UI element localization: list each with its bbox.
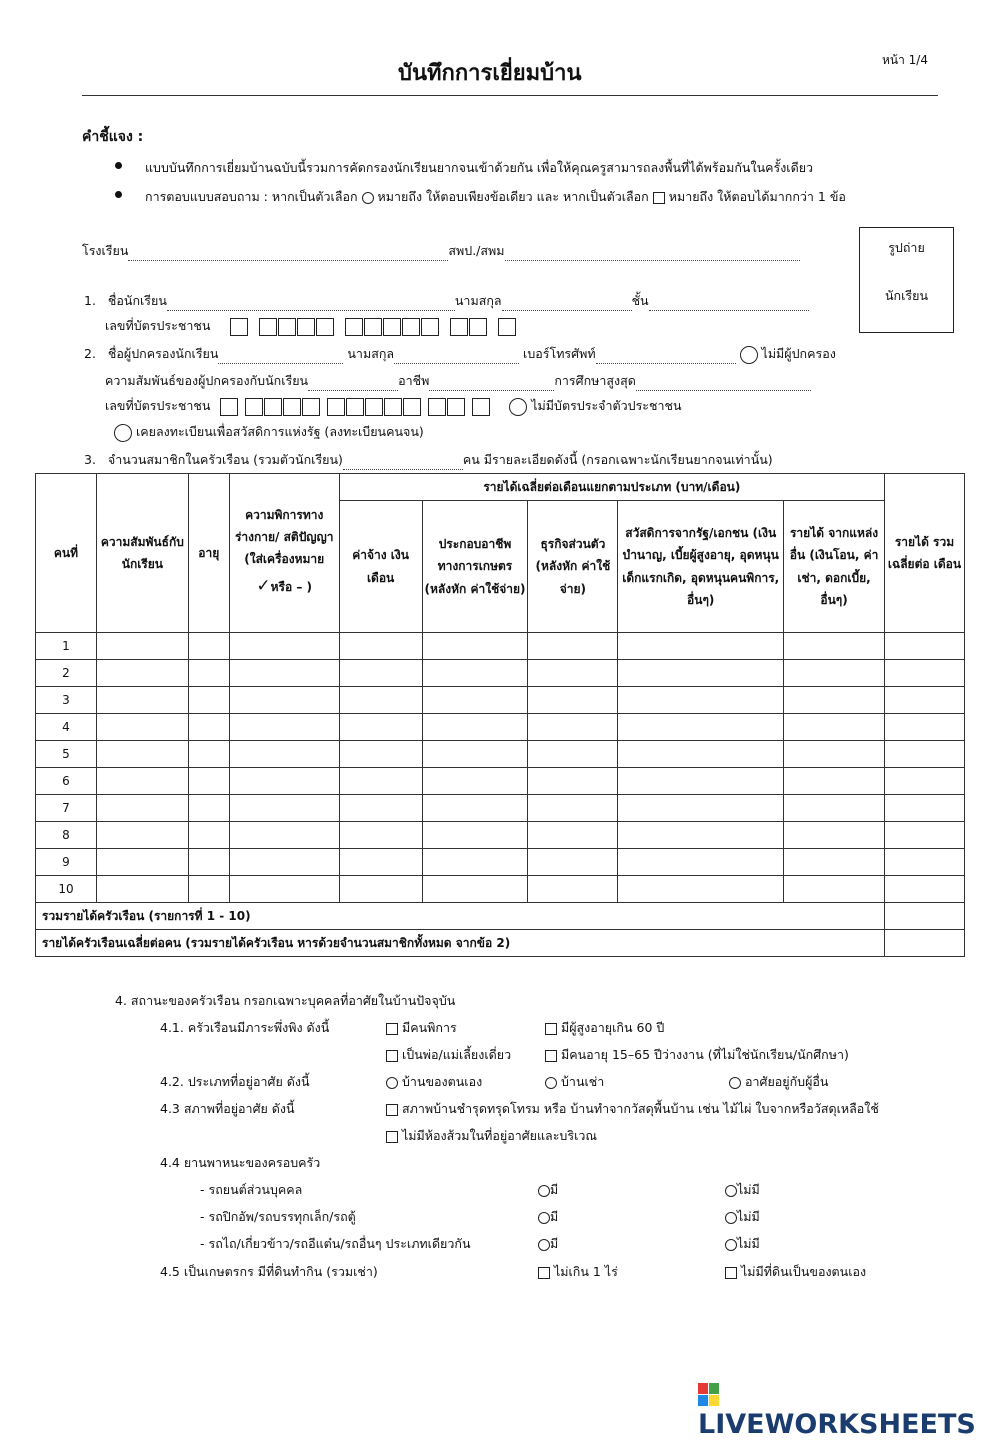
table-cell[interactable]: [618, 795, 784, 822]
vehicle-1-yes: [538, 1180, 558, 1200]
guardian-surname-label: นามสกุล: [347, 346, 395, 361]
page-number: หน้า 1/4: [882, 53, 928, 67]
table-cell[interactable]: [784, 849, 885, 876]
col-business-header: ธุรกิจส่วนตัว (หลังหัก ค่าใช้จ่าย): [528, 501, 618, 633]
q41-opt2: [545, 1018, 664, 1038]
vehicle-1-no: [725, 1180, 760, 1200]
guardian-job-field[interactable]: [429, 378, 554, 391]
check-mark-icon: ✓: [256, 575, 271, 596]
q41-opt1-label: มีคนพิการ: [401, 1020, 457, 1035]
guardian-relation-row: [105, 371, 811, 391]
row-number: 4: [36, 714, 97, 741]
table-cell[interactable]: [885, 741, 965, 768]
q41-opt1: [386, 1018, 457, 1038]
table-row: [36, 741, 965, 768]
col-wage-header: ค่าจ้าง เงินเดือน: [339, 501, 422, 633]
table-cell[interactable]: [528, 687, 618, 714]
table-cell[interactable]: [618, 849, 784, 876]
student-name-field[interactable]: [167, 298, 455, 311]
radio[interactable]: [538, 1212, 550, 1224]
instruction-1: แบบบันทึกการเยี่ยมบ้านฉบับนี้รวมการคัดกรองนักเรียนยากจนเข้าด้วยกัน เพื่อให้คุณครูสามารถลงพื้นที่ได้พร้อมกันในครั้งเดียว: [145, 160, 814, 175]
q41-label: 4.1. ครัวเรือนมีภาระพึ่งพิง ดังนี้: [160, 1020, 330, 1035]
table-row: [36, 849, 965, 876]
table-cell[interactable]: [885, 849, 965, 876]
row-number: 2: [36, 660, 97, 687]
table-cell[interactable]: [422, 714, 528, 741]
q45-opt2-label: ไม่มีที่ดินเป็นของตนเอง: [740, 1264, 867, 1279]
table-cell[interactable]: [618, 876, 784, 903]
radio[interactable]: [538, 1239, 550, 1251]
row-number: 6: [36, 768, 97, 795]
table-cell[interactable]: [96, 687, 188, 714]
table-cell[interactable]: [188, 768, 229, 795]
table-cell[interactable]: [229, 795, 339, 822]
q42-opt2-label: บ้านเช่า: [560, 1074, 605, 1089]
table-cell[interactable]: [784, 660, 885, 687]
checkbox[interactable]: [725, 1267, 737, 1279]
table-cell[interactable]: [885, 660, 965, 687]
row-number: 7: [36, 795, 97, 822]
school-label: โรงเรียน: [82, 243, 129, 258]
guardian-name-label: ชื่อผู้ปกครองนักเรียน: [107, 346, 219, 361]
student-id-group-5[interactable]: [498, 318, 517, 336]
table-row: [36, 633, 965, 660]
q45-opt1-label: ไม่เกิน 1 ไร่: [553, 1264, 618, 1279]
table-cell[interactable]: [784, 741, 885, 768]
table-cell[interactable]: [229, 876, 339, 903]
table-cell[interactable]: [784, 795, 885, 822]
guardian-name-field[interactable]: [218, 351, 343, 364]
table-cell[interactable]: [339, 849, 422, 876]
q45-opt1: [538, 1262, 618, 1282]
table-cell[interactable]: [339, 741, 422, 768]
household-income-table: [35, 473, 965, 957]
q42-opt1-label: บ้านของตนเอง: [401, 1074, 483, 1089]
q43-opt2-label: ไม่มีห้องส้วมในที่อยู่อาศัยและบริเวณ: [401, 1128, 597, 1143]
table-cell[interactable]: [188, 849, 229, 876]
table-cell[interactable]: [229, 633, 339, 660]
q41-opt3-label: เป็นพ่อ/แม่เลี้ยงเดี่ยว: [401, 1047, 512, 1062]
table-cell[interactable]: [96, 795, 188, 822]
welfare-row: [114, 422, 424, 442]
table-cell[interactable]: [229, 768, 339, 795]
q43-opt2: [386, 1126, 597, 1146]
row-number: 1: [36, 633, 97, 660]
table-cell[interactable]: [784, 714, 885, 741]
student-id-label: เลขที่บัตรประชาชน: [105, 318, 211, 333]
table-cell[interactable]: [188, 660, 229, 687]
table-cell[interactable]: [96, 876, 188, 903]
table-cell[interactable]: [528, 795, 618, 822]
vehicle-2-yes: [538, 1207, 558, 1227]
guardian-surname-field[interactable]: [394, 351, 519, 364]
col-other-header: รายได้ จากแหล่งอื่น (เงินโอน, ค่า เช่า, ดอกเบี้ย, อื่นๆ): [784, 501, 885, 633]
q42-opt3-label: อาศัยอยู่กับผู้อื่น: [744, 1074, 829, 1089]
q44-label: 4.4 ยานพาหนะของครอบครัว: [160, 1155, 321, 1170]
table-cell[interactable]: [188, 741, 229, 768]
table-row: [36, 822, 965, 849]
table-cell[interactable]: [229, 741, 339, 768]
vehicle-2-label: - รถปิกอัพ/รถบรรทุกเล็ก/รถตู้: [200, 1209, 356, 1224]
yes-label: มี: [550, 1236, 559, 1251]
q43-opt1-label: สภาพบ้านชำรุดทรุดโทรม หรือ บ้านทำจากวัสดุพื้นบ้าน เช่น ไม้ไผ่ ใบจากหรือวัสดุเหลือใช้: [401, 1101, 879, 1116]
table-cell[interactable]: [528, 849, 618, 876]
row-number: 9: [36, 849, 97, 876]
vehicle-3-label: - รถไถ/เกี่ยวข้าว/รถอีแต๋น/รถอื่นๆ ประเภทเดียวกัน: [200, 1236, 471, 1251]
radio-legend-icon: [362, 192, 374, 204]
table-row: [36, 714, 965, 741]
avg-row-label: รายได้ครัวเรือนเฉลี่ยต่อคน (รวมรายได้ครัวเรือน หารด้วยจำนวนสมาชิกทั้งหมด จากข้อ 2): [36, 930, 885, 957]
table-cell[interactable]: [422, 849, 528, 876]
checkbox-legend-icon: [653, 192, 665, 204]
table-cell[interactable]: [422, 795, 528, 822]
area-field[interactable]: [505, 248, 800, 261]
checkbox[interactable]: [386, 1023, 398, 1035]
table-cell[interactable]: [528, 876, 618, 903]
student-id-group-3[interactable]: [345, 318, 440, 336]
bullet-icon: [115, 191, 122, 198]
q45-opt2: [725, 1262, 866, 1282]
col-relation-header: ความสัมพันธ์กับนักเรียน: [96, 474, 188, 633]
table-cell[interactable]: [618, 660, 784, 687]
student-name-row: [84, 291, 809, 311]
table-cell[interactable]: [618, 633, 784, 660]
guardian-relation-label: ความสัมพันธ์ของผู้ปกครองกับนักเรียน: [105, 373, 309, 388]
instruction-2b: หมายถึง ให้ตอบเพียงข้อเดียว และ หากเป็นตัวเลือก: [377, 189, 649, 204]
no-id-radio[interactable]: [509, 398, 527, 416]
item-number: 1.: [84, 293, 96, 308]
table-cell[interactable]: [188, 795, 229, 822]
guardian-name-row: [84, 344, 836, 364]
table-cell[interactable]: [422, 741, 528, 768]
table-cell[interactable]: [528, 741, 618, 768]
table-cell[interactable]: [422, 687, 528, 714]
disability-text: ความพิการทาง ร่างกาย/ สติปัญญา (ใส่เครื่องหมาย: [234, 508, 334, 567]
guardian-phone-label: เบอร์โทรศัพท์: [523, 346, 596, 361]
table-cell[interactable]: [422, 768, 528, 795]
sum-row-label: รวมรายได้ครัวเรือน (รายการที่ 1 - 10): [36, 903, 885, 930]
table-cell[interactable]: [96, 822, 188, 849]
row-number: 10: [36, 876, 97, 903]
q43-label: 4.3 สภาพที่อยู่อาศัย ดังนี้: [160, 1101, 295, 1116]
instruction-2c: หมายถึง ให้ตอบได้มากกว่า 1 ข้อ: [668, 189, 846, 204]
table-cell[interactable]: [885, 687, 965, 714]
table-cell[interactable]: [96, 660, 188, 687]
student-id-group-4[interactable]: [450, 318, 488, 336]
student-id-group-2[interactable]: [259, 318, 335, 336]
guardian-phone-field[interactable]: [596, 351, 736, 364]
table-cell[interactable]: [229, 714, 339, 741]
student-photo-box[interactable]: [859, 227, 954, 333]
table-cell[interactable]: [784, 822, 885, 849]
q43-opt1: [386, 1099, 879, 1119]
welfare-radio[interactable]: [114, 424, 132, 442]
checkbox[interactable]: [545, 1050, 557, 1062]
radio[interactable]: [386, 1077, 398, 1089]
table-cell[interactable]: [422, 633, 528, 660]
student-grade-label: ชั้น: [631, 293, 649, 308]
table-row: [36, 768, 965, 795]
sum-total-cell[interactable]: [885, 903, 965, 930]
col-person-header: คนที่: [36, 474, 97, 633]
q41-opt2-label: มีผู้สูงอายุเกิน 60 ปี: [560, 1020, 665, 1035]
guardian-edu-field[interactable]: [636, 378, 811, 391]
student-id-group-1[interactable]: [230, 318, 249, 336]
guardian-id-label: เลขที่บัตรประชาชน: [105, 398, 211, 413]
table-cell[interactable]: [422, 660, 528, 687]
table-cell[interactable]: [96, 849, 188, 876]
instruction-2a: การตอบแบบสอบถาม : หากเป็นตัวเลือก: [145, 189, 358, 204]
table-cell[interactable]: [885, 795, 965, 822]
table-cell[interactable]: [784, 768, 885, 795]
student-id-row: [105, 316, 523, 336]
guardian-relation-field[interactable]: [308, 378, 398, 391]
student-grade-field[interactable]: [649, 298, 809, 311]
q42-label: 4.2. ประเภทที่อยู่อาศัย ดังนี้: [160, 1074, 310, 1089]
table-row: [36, 660, 965, 687]
item-number: 3.: [84, 452, 96, 467]
vehicle-1-label: - รถยนต์ส่วนบุคคล: [200, 1182, 303, 1197]
table-cell[interactable]: [885, 714, 965, 741]
no-label: ไม่มี: [737, 1209, 760, 1224]
bullet-icon: [115, 162, 122, 169]
no-id-label: ไม่มีบัตรประจำตัวประชาชน: [531, 398, 682, 413]
checkbox[interactable]: [538, 1267, 550, 1279]
table-cell[interactable]: [422, 876, 528, 903]
table-cell[interactable]: [885, 876, 965, 903]
vehicle-3-no: [725, 1234, 760, 1254]
radio[interactable]: [725, 1212, 737, 1224]
table-row: [36, 876, 965, 903]
school-row: [82, 241, 800, 261]
no-guardian-radio[interactable]: [740, 346, 758, 364]
checkbox[interactable]: [386, 1104, 398, 1116]
yes-label: มี: [550, 1209, 559, 1224]
radio[interactable]: [725, 1239, 737, 1251]
table-cell[interactable]: [188, 633, 229, 660]
table-cell[interactable]: [188, 714, 229, 741]
guardian-id-group-5[interactable]: [472, 398, 491, 416]
q42-opt3: [729, 1072, 828, 1092]
table-cell[interactable]: [885, 822, 965, 849]
radio[interactable]: [729, 1077, 741, 1089]
logo-mark-icon: [698, 1383, 720, 1407]
table-cell[interactable]: [339, 687, 422, 714]
row-number: 5: [36, 741, 97, 768]
welfare-label: เคยลงทะเบียนเพื่อสวัสดิการแห่งรัฐ (ลงทะเบียนคนจน): [135, 424, 424, 439]
table-cell[interactable]: [339, 822, 422, 849]
area-label: สพป./สพม: [448, 243, 505, 258]
table-cell[interactable]: [229, 687, 339, 714]
photo-label-1: รูปถ่าย: [888, 240, 925, 255]
instruction-2: [145, 187, 846, 207]
table-row: [36, 795, 965, 822]
item-number: 2.: [84, 346, 96, 361]
col-age-header: อายุ: [188, 474, 229, 633]
table-row: [36, 687, 965, 714]
q45-label: 4.5 เป็นเกษตรกร มีที่ดินทำกิน (รวมเช่า): [160, 1264, 378, 1279]
table-cell[interactable]: [528, 660, 618, 687]
table-cell[interactable]: [422, 822, 528, 849]
table-cell[interactable]: [784, 687, 885, 714]
checkbox[interactable]: [386, 1050, 398, 1062]
liveworksheets-logo: [698, 1378, 1000, 1440]
student-surname-field[interactable]: [502, 298, 632, 311]
guardian-edu-label: การศึกษาสูงสุด: [554, 373, 636, 388]
radio[interactable]: [538, 1185, 550, 1197]
household-row: [84, 450, 773, 470]
table-cell[interactable]: [618, 741, 784, 768]
table-cell[interactable]: [618, 714, 784, 741]
no-guardian-label: ไม่มีผู้ปกครอง: [761, 346, 836, 361]
table-cell[interactable]: [618, 822, 784, 849]
table-cell[interactable]: [339, 714, 422, 741]
guardian-id-row: [105, 396, 682, 416]
disability-tail: หรือ – ): [270, 579, 313, 594]
table-cell[interactable]: [229, 849, 339, 876]
student-name-label: ชื่อนักเรียน: [107, 293, 167, 308]
radio[interactable]: [545, 1077, 557, 1089]
guardian-id-group-4[interactable]: [428, 398, 466, 416]
table-cell[interactable]: [96, 633, 188, 660]
table-cell[interactable]: [96, 714, 188, 741]
brand-text: LIVEWORKSHEETS: [698, 1409, 976, 1440]
table-cell[interactable]: [528, 714, 618, 741]
guardian-id-group-2[interactable]: [245, 398, 321, 416]
table-cell[interactable]: [885, 633, 965, 660]
student-surname-label: นามสกุล: [454, 293, 502, 308]
table-cell[interactable]: [188, 876, 229, 903]
table-cell[interactable]: [229, 660, 339, 687]
guardian-id-group-1[interactable]: [220, 398, 239, 416]
table-cell[interactable]: [528, 768, 618, 795]
title-divider: [82, 95, 938, 96]
table-cell[interactable]: [339, 768, 422, 795]
table-cell[interactable]: [96, 768, 188, 795]
school-field[interactable]: [128, 248, 448, 261]
income-group-header: รายได้เฉลี่ยต่อเดือนแยกตามประเภท (บาท/เดือน): [339, 474, 884, 501]
table-cell[interactable]: [784, 876, 885, 903]
avg-total-cell[interactable]: [885, 930, 965, 957]
guardian-id-group-3[interactable]: [327, 398, 422, 416]
household-label-b: คน มีรายละเอียดดังนี้ (กรอกเฉพาะนักเรียนยากจนเท่านั้น): [462, 452, 773, 467]
col-disability-header: [229, 474, 339, 633]
no-label: ไม่มี: [737, 1236, 760, 1251]
checkbox[interactable]: [545, 1023, 557, 1035]
col-welfare-header: สวัสดิการจากรัฐ/เอกชน (เงินบำนาญ, เบี้ยผู้สูงอายุ, อุดหนุนเด็กแรกเกิด, อุดหนุนคนพิการ, อื่นๆ): [618, 501, 784, 633]
table-cell[interactable]: [618, 768, 784, 795]
table-cell[interactable]: [784, 633, 885, 660]
q41-opt3: [386, 1045, 511, 1065]
q42-opt2: [545, 1072, 604, 1092]
table-cell[interactable]: [188, 687, 229, 714]
radio[interactable]: [725, 1185, 737, 1197]
col-total-header: รายได้ รวม เฉลี่ยต่อ เดือน: [885, 474, 965, 633]
table-cell[interactable]: [339, 795, 422, 822]
vehicle-2-no: [725, 1207, 760, 1227]
table-cell[interactable]: [188, 822, 229, 849]
household-count-field[interactable]: [343, 457, 463, 470]
page-title: บันทึกการเยี่ยมบ้าน: [398, 61, 582, 86]
status-heading: 4. สถานะของครัวเรือน กรอกเฉพาะบุคคลที่อาศัยในบ้านปัจจุบัน: [115, 993, 456, 1008]
table-cell[interactable]: [96, 741, 188, 768]
instructions-heading: คำชี้แจง :: [82, 129, 144, 145]
vehicle-3-yes: [538, 1234, 558, 1254]
yes-label: มี: [550, 1182, 559, 1197]
checkbox[interactable]: [386, 1131, 398, 1143]
table-cell[interactable]: [339, 660, 422, 687]
table-cell[interactable]: [339, 633, 422, 660]
table-cell[interactable]: [528, 822, 618, 849]
col-agri-header: ประกอบอาชีพ ทางการเกษตร (หลังหัก ค่าใช้จ่าย): [422, 501, 528, 633]
table-cell[interactable]: [885, 768, 965, 795]
q42-opt1: [386, 1072, 482, 1092]
q41-opt4-label: มีคนอายุ 15–65 ปีว่างงาน (ที่ไม่ใช่นักเรียน/นักศึกษา): [560, 1047, 849, 1062]
household-label-a: จำนวนสมาชิกในครัวเรือน (รวมตัวนักเรียน): [107, 452, 343, 467]
table-cell[interactable]: [229, 822, 339, 849]
row-number: 3: [36, 687, 97, 714]
row-number: 8: [36, 822, 97, 849]
table-cell[interactable]: [339, 876, 422, 903]
photo-label-2: นักเรียน: [885, 288, 928, 303]
table-cell[interactable]: [618, 687, 784, 714]
guardian-job-label: อาชีพ: [398, 373, 430, 388]
q41-opt4: [545, 1045, 849, 1065]
table-cell[interactable]: [528, 633, 618, 660]
no-label: ไม่มี: [737, 1182, 760, 1197]
